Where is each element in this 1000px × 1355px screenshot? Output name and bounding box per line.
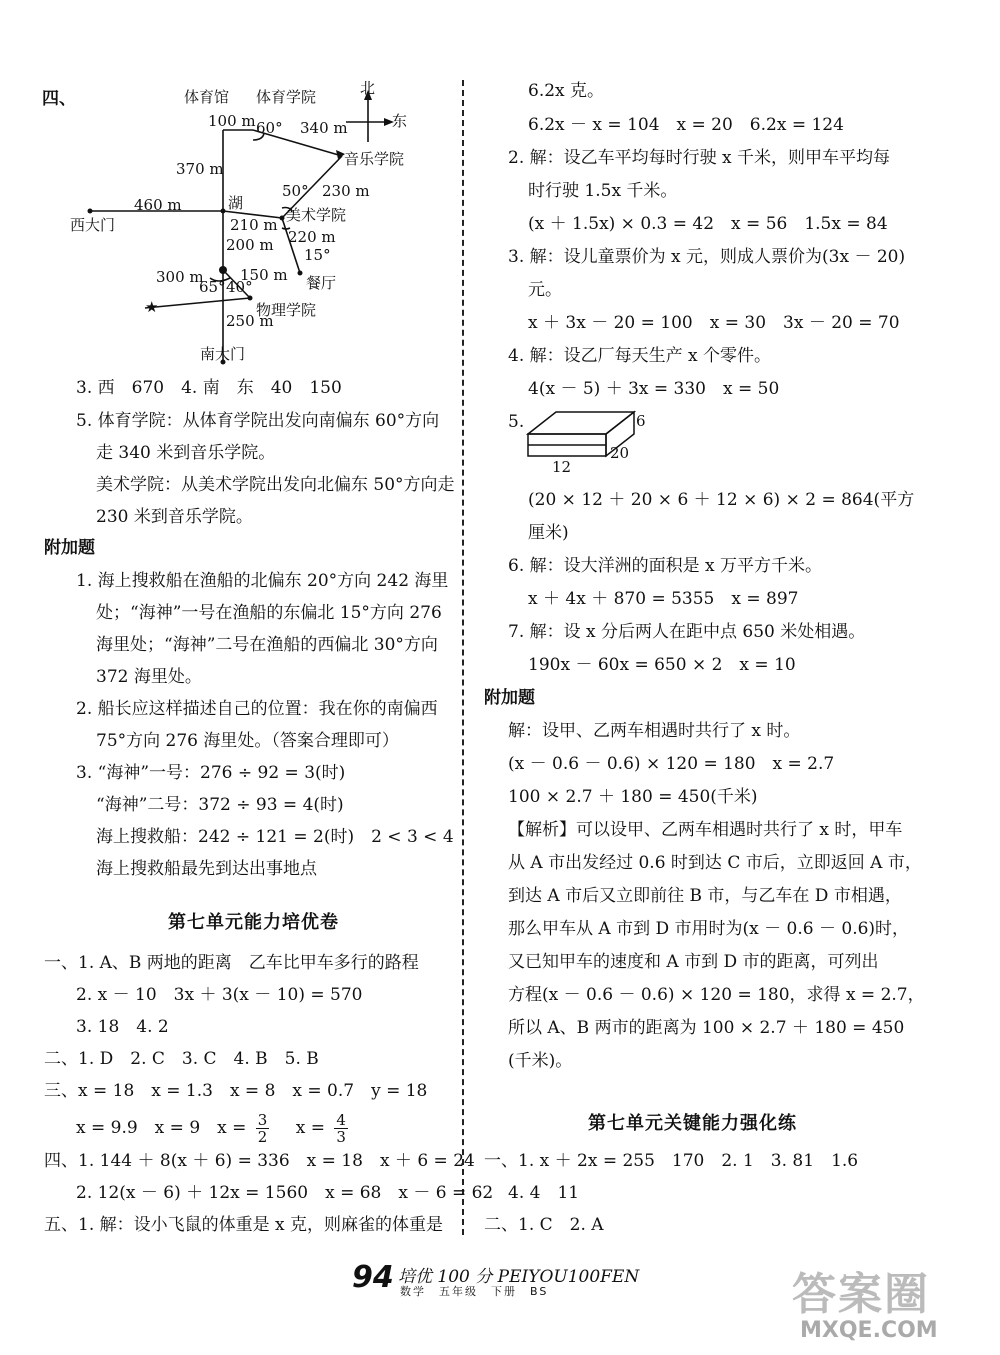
measure-230: 230 m (322, 182, 370, 200)
unit-title: 第七单元能力培优卷 (168, 912, 339, 933)
answer-line: 走 340 米到音乐学院。 (96, 443, 276, 463)
answer-line: x ＋ 3x － 20 = 100 x = 30 3x － 20 = 70 (528, 313, 900, 333)
analysis-line: 又已知甲车的速度和 A 市到 D 市的距离，可列出 (508, 952, 879, 972)
answer-line: 一、1. x ＋ 2x = 255 170 2. 1 3. 81 1.6 (484, 1151, 859, 1171)
measure-100: 100 m (208, 112, 256, 130)
label-art-college: 美术学院 (286, 206, 347, 224)
cuboid-figure (524, 404, 664, 474)
analysis-line: 到达 A 市后又立即前往 B 市，与乙车在 D 市相遇， (508, 886, 902, 906)
cuboid-height: 6 (636, 412, 646, 430)
measure-370: 370 m (176, 160, 224, 178)
answer-line: x ＋ 4x ＋ 870 = 5355 x = 897 (528, 589, 799, 609)
answer-line: 4(x － 5) ＋ 3x = 330 x = 50 (528, 379, 780, 399)
label-lake: 湖 (228, 194, 244, 212)
answer-line: 厘米) (528, 523, 569, 543)
answer-line: 处；“海神”一号在渔船的东偏北 15°方向 276 (96, 603, 442, 623)
footer-brand: 培优 100 分 PEIYOU100FEN (398, 1267, 640, 1287)
label-music-college: 音乐学院 (344, 150, 405, 168)
measure-210: 210 m (230, 216, 278, 234)
answer-line-fractions (76, 1112, 352, 1145)
answer-line: 海里处；“海神”二号在渔船的西偏北 30°方向 (96, 635, 438, 655)
extra-title: 附加题 (44, 538, 95, 558)
answer-line: 四、1. 144 ＋ 8(x ＋ 6) = 336 x = 18 x ＋ 6 = 24 (44, 1151, 475, 1171)
fraction (256, 1112, 270, 1145)
label-gym: 体育馆 (184, 88, 230, 106)
answer-line: 4. 解：设乙厂每天生产 x 个零件。 (508, 346, 772, 366)
cuboid-width: 20 (610, 444, 630, 462)
answer-line: 元。 (528, 280, 562, 300)
answer-line: 解：设甲、乙两车相遇时共行了 x 时。 (508, 721, 801, 741)
answer-line: (x － 0.6 － 0.6) × 120 = 180 x = 2.7 (508, 754, 835, 774)
answer-line: (20 × 12 ＋ 20 × 6 ＋ 12 × 6) × 2 = 864(平方 (528, 490, 915, 510)
analysis-line: 【解析】可以设甲、乙两车相遇时共行了 x 时，甲车 (508, 820, 903, 840)
answer-line: 190x － 60x = 650 × 2 x = 10 (528, 655, 796, 675)
label-south-gate: 南大门 (200, 345, 246, 363)
answer-line: 7. 解：设 x 分后两人在距中点 650 米处相遇。 (508, 622, 866, 642)
measure-150: 150 m (240, 266, 288, 284)
answer-line: 6.2x － x = 104 x = 20 6.2x = 124 (528, 115, 844, 135)
column-divider (462, 80, 464, 1235)
angle-40: 40° (226, 278, 253, 296)
unit-title: 第七单元关键能力强化练 (588, 1113, 797, 1134)
fraction (334, 1112, 348, 1145)
answer-line: 372 海里处。 (96, 667, 202, 687)
answer-line: 五、1. 解：设小飞鼠的体重是 x 克，则麻雀的体重是 (44, 1215, 444, 1235)
section-label: 四、 (42, 89, 76, 109)
answer-line: 6.2x 克。 (528, 81, 605, 101)
answer-line: 3. “海神”一号：276 ÷ 92 = 3(时) (76, 763, 346, 783)
answer-line: 时行驶 1.5x 千米。 (528, 181, 678, 201)
fraction-numerator: 3 (257, 1111, 268, 1129)
fraction-numerator: 4 (336, 1111, 346, 1129)
campus-map (60, 78, 500, 378)
answer-line: 二、1. C 2. A (484, 1215, 604, 1235)
measure-220: 220 m (288, 228, 336, 246)
answer-line: 2. x － 10 3x ＋ 3(x － 10) = 570 (76, 985, 363, 1005)
measure-200: 200 m (226, 236, 274, 254)
page-number: 94 (352, 1260, 394, 1295)
answer-line: 75°方向 276 海里处。（答案合理即可） (96, 731, 399, 751)
measure-340: 340 m (300, 119, 348, 137)
analysis-line: 从 A 市出发经过 0.6 时到达 C 市后，立即返回 A 市， (508, 853, 922, 873)
label-physics-college: 物理学院 (256, 301, 317, 319)
fraction-prefix: x = (295, 1118, 325, 1138)
angle-15: 15° (304, 246, 331, 264)
angle-60: 60° (256, 119, 283, 137)
answer-line: 二、1. D 2. C 3. C 4. B 5. B (44, 1049, 319, 1069)
label-north: 北 (360, 79, 376, 97)
star-mark: ★ (145, 298, 159, 316)
answer-line: “海神”二号：372 ÷ 93 = 4(时) (96, 795, 344, 815)
extra-title: 附加题 (484, 688, 535, 708)
answer-line: 1. 海上搜救船在渔船的北偏东 20°方向 242 海里 (76, 571, 449, 591)
answer-line: 4. 4 11 (508, 1183, 580, 1203)
answer-line: 三、x = 18 x = 1.3 x = 8 x = 0.7 y = 18 (44, 1081, 428, 1101)
label-canteen: 餐厅 (306, 274, 337, 292)
watermark-url: MXQE.COM (800, 1318, 938, 1343)
answer-line: 海上搜救船：242 ÷ 121 = 2(时) 2 < 3 < 4 (96, 827, 454, 847)
answer-line: 100 × 2.7 ＋ 180 = 450(千米) (508, 787, 758, 807)
analysis-line: 方程(x － 0.6 － 0.6) × 120 = 180，求得 x = 2.7， (508, 985, 925, 1005)
answer-line: 3. 18 4. 2 (76, 1017, 169, 1037)
answer-line: 海上搜救船最先到达出事地点 (96, 859, 317, 879)
footer-subtitle: 数学 五年级 下册 BS (400, 1285, 549, 1298)
measure-460: 460 m (134, 196, 182, 214)
label-pe-college: 体育学院 (256, 88, 317, 106)
angle-50: 50° (282, 182, 309, 200)
analysis-line: (千米)。 (508, 1051, 573, 1071)
answer-line: 一、1. A、B 两地的距离 乙车比甲车多行的路程 (44, 953, 419, 973)
measure-250: 250 m (226, 312, 274, 330)
measure-300: 300 m (156, 268, 204, 286)
answer-line: 5. 体育学院：从体育学院出发向南偏东 60°方向 (76, 411, 440, 431)
answer-line: 2. 12(x － 6) ＋ 12x = 1560 x = 68 x － 6 = 62 (76, 1183, 494, 1203)
fraction-denominator: 2 (257, 1128, 268, 1146)
analysis-line: 所以 A、B 两市的距离为 100 × 2.7 ＋ 180 = 450 (508, 1018, 905, 1038)
fraction-prefix: x = 9.9 x = 9 x = (76, 1118, 247, 1138)
answer-line: 230 米到音乐学院。 (96, 507, 253, 527)
answer-line: 3. 解：设儿童票价为 x 元，则成人票价为(3x － 20) (508, 247, 906, 267)
label-west-gate: 西大门 (70, 216, 116, 234)
watermark-logo: 答案圈 (792, 1269, 930, 1320)
fraction-denominator: 3 (336, 1128, 346, 1146)
analysis-line: 那么甲车从 A 市到 D 市用时为(x － 0.6 － 0.6)时， (508, 919, 910, 939)
angle-65: 65° (199, 278, 226, 296)
cuboid-length: 12 (552, 458, 572, 474)
answer-line: (x ＋ 1.5x) × 0.3 = 42 x = 56 1.5x = 84 (528, 214, 888, 234)
answer-line: 5. (508, 412, 525, 432)
answer-line: 2. 解：设乙车平均每时行驶 x 千米，则甲车平均每 (508, 148, 891, 168)
answer-line: 美术学院：从美术学院出发向北偏东 50°方向走 (96, 475, 455, 495)
answer-line: 3. 西 670 4. 南 东 40 150 (76, 378, 342, 398)
label-east: 东 (392, 112, 408, 130)
answer-line: 6. 解：设大洋洲的面积是 x 万平方千米。 (508, 556, 823, 576)
answer-line: 2. 船长应这样描述自己的位置：我在你的南偏西 (76, 699, 438, 719)
